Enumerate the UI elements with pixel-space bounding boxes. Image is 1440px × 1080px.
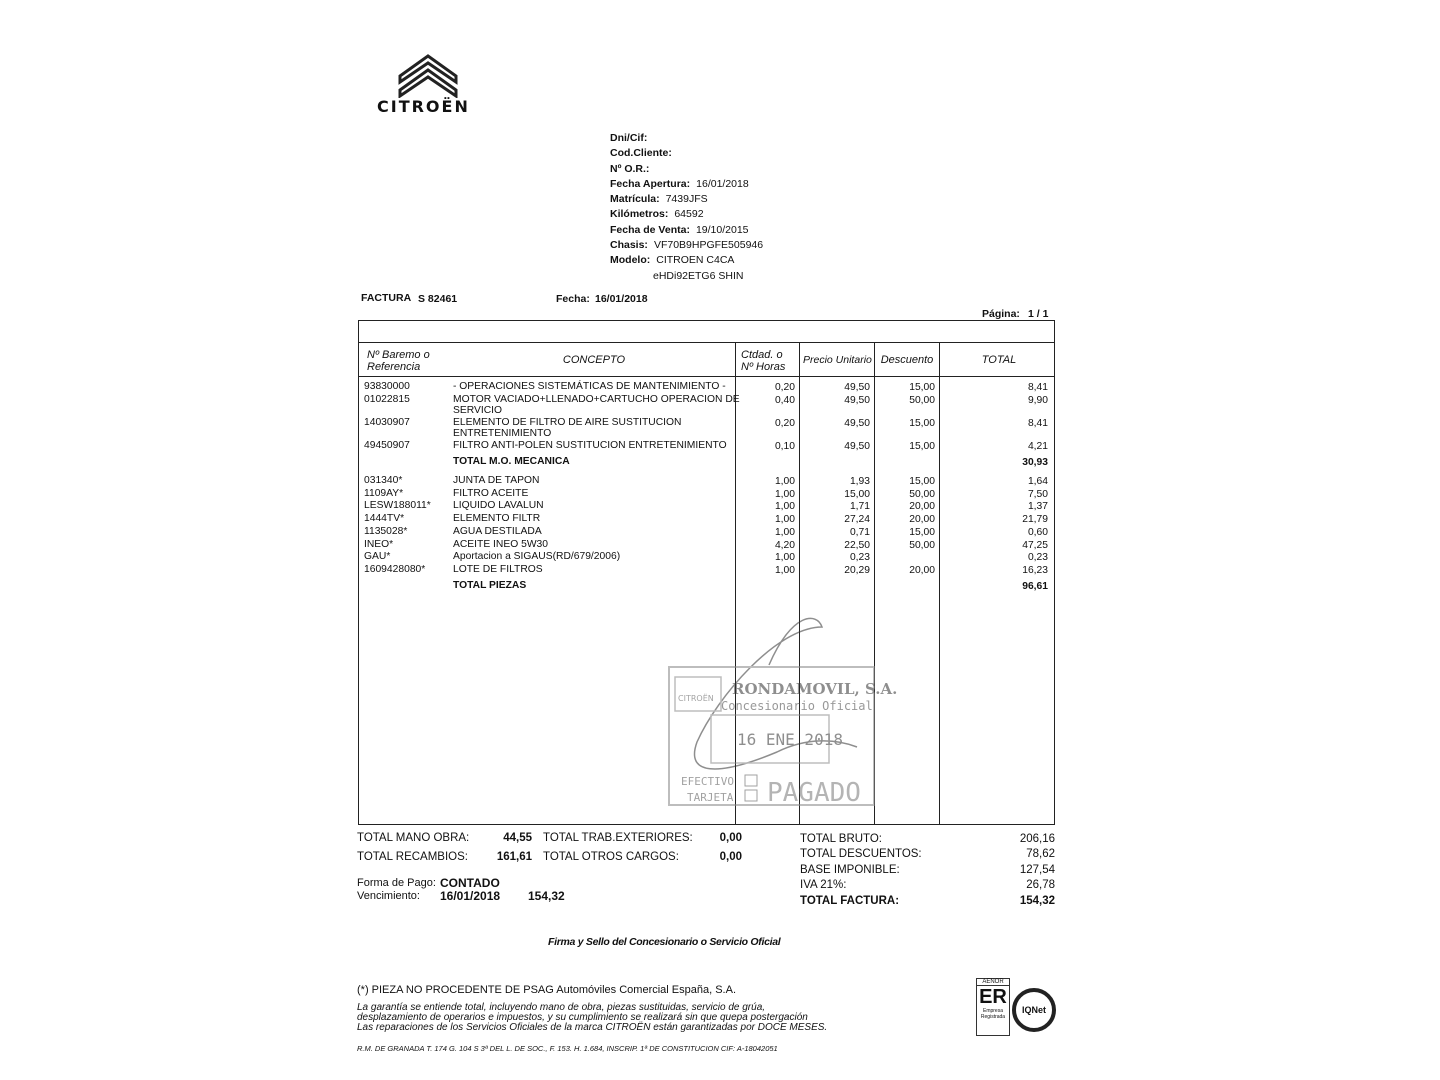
vencimiento-date: 16/01/2018 [440, 889, 501, 903]
header-total: TOTAL [981, 354, 1017, 366]
client-info-label: Fecha Apertura: [610, 177, 691, 190]
subtotal-mo-label: TOTAL M.O. MECANICA [453, 456, 570, 467]
trab-ext-value: 0,00 [719, 832, 742, 844]
total-factura-label: TOTAL FACTURA: [800, 895, 900, 907]
part-descuento: 15,00 [909, 476, 935, 487]
fecha-value: 16/01/2018 [595, 293, 648, 305]
stamp-logo: CITROËN [678, 694, 714, 703]
iqnet-logo [1012, 988, 1056, 1032]
part-concepto: JUNTA DE TAPON [453, 475, 540, 486]
trab-ext-label: TOTAL TRAB.EXTERIORES: [543, 832, 693, 844]
part-descuento: 20,00 [909, 501, 935, 513]
dealer-stamp [657, 617, 987, 807]
er-sub-1: Empresa [982, 1008, 1003, 1014]
client-info-value: 16/01/2018 [696, 177, 749, 190]
pagina-label: Página: [982, 308, 1020, 320]
part-descuento: 50,00 [909, 488, 935, 500]
client-info-label: Dni/Cif: [610, 132, 648, 144]
firma-caption: Firma y Sello del Concesionario o Servicio Oficial [548, 936, 781, 948]
part-descuento: 20,00 [909, 514, 935, 526]
client-info-value: eHDi92ETG6 SHIN [653, 269, 744, 282]
part-total: 7,50 [1027, 488, 1048, 500]
part-cantidad: 1,00 [774, 552, 795, 564]
row-ref: 01022815 [364, 394, 410, 405]
row-cantidad: 0,40 [774, 395, 795, 406]
garantia-line-1: La garantía se entiende total, incluyendo mano de obra, piezas sustituidas, servicio de grúa, [357, 1002, 766, 1013]
part-concepto: LIQUIDO LAVALUN [453, 500, 544, 512]
row-precio: 49,50 [844, 395, 870, 406]
stamp-efectivo: EFECTIVO [681, 775, 734, 788]
row-concepto: ELEMENTO DE FILTRO DE AIRE SUSTITUCION [453, 417, 682, 428]
stamp-subtitle: Concesionario Oficial [721, 699, 873, 713]
citroen-chevrons-logo [368, 38, 488, 98]
otros-label: TOTAL OTROS CARGOS: [543, 851, 679, 863]
row-descuento: 15,00 [909, 441, 935, 452]
row-concepto-cont: ENTRETENIMIENTO [453, 428, 552, 439]
row-cantidad: 0,20 [774, 382, 795, 393]
row-total: 4,21 [1027, 441, 1048, 452]
part-ref: 1109AY* [364, 487, 404, 499]
client-info-row [610, 269, 763, 284]
header-concepto: CONCEPTO [562, 354, 626, 366]
header-ref: Nº Baremo o Referencia [367, 349, 430, 373]
mano-obra-label: TOTAL MANO OBRA: [357, 832, 470, 844]
recambios-label: TOTAL RECAMBIOS: [357, 851, 468, 863]
part-descuento: 20,00 [909, 564, 935, 576]
vencimiento-amount: 154,32 [528, 889, 565, 903]
part-ref: 1135028* [364, 525, 408, 537]
base-value: 127,54 [1019, 864, 1055, 876]
part-ref: LESW188011* [364, 500, 431, 512]
stamp-pagado: PAGADO [767, 778, 861, 807]
er-mark: ER [979, 986, 1007, 1008]
pagina-value: 1 / 1 [1028, 308, 1049, 320]
client-info-row [610, 162, 763, 177]
garantia-line-3: Las reparaciones de los Servicios Oficiales de la marca CITROËN están garantizadas por DOCE MESES. [357, 1022, 828, 1033]
brand-name: CITROËN [377, 97, 470, 116]
part-concepto: ELEMENTO FILTR [453, 513, 541, 525]
bruto-value: 206,16 [1019, 833, 1055, 845]
part-cantidad: 1,00 [774, 564, 795, 576]
row-concepto-cont: SERVICIO [453, 405, 503, 416]
invoice-table [358, 320, 1055, 825]
iva-label: IVA 21%: [800, 879, 847, 891]
client-info-row [610, 253, 763, 268]
otros-value: 0,00 [719, 851, 742, 863]
part-concepto: AGUA DESTILADA [453, 525, 542, 537]
client-info [610, 131, 763, 284]
row-total: 8,41 [1027, 382, 1048, 393]
client-info-row [610, 238, 763, 253]
part-cantidad: 4,20 [774, 539, 795, 551]
part-cantidad: 1,00 [774, 501, 795, 513]
row-descuento: 15,00 [909, 418, 935, 429]
client-info-row [610, 207, 763, 222]
part-total: 16,23 [1022, 564, 1048, 576]
client-info-label: Nº O.R.: [610, 162, 650, 175]
row-total: 9,90 [1027, 395, 1048, 406]
client-info-row [610, 177, 763, 192]
part-total: 21,79 [1022, 514, 1048, 526]
part-precio: 1,71 [849, 501, 870, 513]
part-precio: 27,24 [844, 514, 870, 526]
row-concepto: - OPERACIONES SISTEMÁTICAS DE MANTENIMIENTO - [453, 381, 726, 392]
header-descuento: Descuento [880, 354, 934, 366]
forma-pago-label: Forma de Pago: [357, 877, 436, 889]
row-precio: 49,50 [844, 382, 870, 393]
client-info-value: 64592 [674, 208, 704, 221]
row-ref: 14030907 [364, 417, 410, 428]
part-cantidad: 1,00 [774, 476, 795, 487]
registro-mercantil: R.M. DE GRANADA T. 174 G. 104 S 3ª DEL L. DE SOC., F. 153. H. 1.684, INSCRIP. 1ª DE CONSTITUCION CIF: A-18042051 [357, 1044, 778, 1053]
stamp-company: RONDAMOVIL, S.A. [732, 680, 898, 698]
part-precio: 0,23 [849, 552, 870, 564]
row-cantidad: 0,20 [774, 418, 795, 429]
forma-pago-value: CONTADO [440, 876, 500, 890]
client-info-value: 19/10/2015 [695, 223, 749, 236]
client-info-row [610, 192, 763, 207]
part-concepto: ACEITE INEO 5W30 [453, 538, 548, 550]
aenor-er-logo [976, 978, 1010, 1036]
client-info-value: 7439JFS [665, 193, 708, 206]
row-descuento: 15,00 [909, 382, 935, 393]
part-cantidad: 1,00 [774, 514, 795, 526]
part-precio: 22,50 [844, 539, 870, 551]
client-info-label: Cod.Cliente: [610, 147, 672, 160]
client-info-value: CITROEN C4CA [656, 254, 735, 267]
part-precio: 15,00 [844, 488, 870, 500]
row-ref: 93830000 [364, 381, 410, 392]
row-descuento: 50,00 [909, 395, 935, 406]
row-ref: 49450907 [364, 440, 410, 451]
descuentos-label: TOTAL DESCUENTOS: [800, 848, 922, 860]
factura-label: FACTURA [361, 292, 412, 304]
client-info-label: Modelo: [610, 254, 651, 267]
stamp-tarjeta: TARJETA [687, 791, 734, 804]
client-info-row [610, 223, 763, 238]
iqnet-label: IQNet [1021, 1005, 1046, 1015]
part-concepto: FILTRO ACEITE [453, 487, 529, 499]
subtotal-mo-value: 30,93 [1022, 457, 1048, 468]
fecha-label: Fecha: [556, 293, 590, 305]
part-total: 0,60 [1027, 526, 1048, 538]
bruto-label: TOTAL BRUTO: [800, 833, 883, 845]
part-ref: GAU* [364, 551, 391, 563]
part-ref: 031340* [364, 475, 403, 486]
part-cantidad: 1,00 [774, 488, 795, 500]
part-total: 1,64 [1027, 476, 1048, 487]
part-cantidad: 1,00 [774, 526, 795, 538]
header-cantidad: Ctdad. o Nº Horas [741, 349, 786, 373]
subtotal-piezas-value: 96,61 [1022, 581, 1048, 592]
row-cantidad: 0,10 [774, 441, 795, 452]
factura-number: S 82461 [418, 293, 458, 305]
base-label: BASE IMPONIBLE: [800, 864, 900, 876]
total-factura-value: 154,32 [1019, 895, 1055, 907]
part-precio: 20,29 [844, 564, 870, 576]
row-total: 8,41 [1027, 418, 1048, 429]
mano-obra-value: 44,55 [503, 832, 532, 844]
client-info-label: Kilómetros: [610, 208, 669, 221]
row-concepto: MOTOR VACIADO+LLENADO+CARTUCHO OPERACION DE [453, 394, 740, 405]
client-info-value: VF70B9HPGFE505946 [653, 239, 764, 252]
header-precio: Precio Unitario [803, 354, 872, 366]
stamp-date: 16 ENE 2018 [737, 730, 843, 749]
part-precio: 0,71 [849, 526, 870, 538]
vencimiento-label: Vencimiento: [357, 890, 420, 902]
part-ref: 1609428080* [364, 563, 426, 575]
part-descuento: 50,00 [909, 539, 935, 551]
aenor-label: AENOR [977, 979, 1009, 986]
part-descuento: 15,00 [909, 526, 935, 538]
client-info-row [610, 131, 763, 146]
part-ref: INEO* [364, 538, 394, 550]
row-concepto: FILTRO ANTI-POLEN SUSTITUCION ENTRETENIMIENTO [453, 440, 727, 451]
part-total: 0,23 [1027, 552, 1048, 564]
part-ref: 1444TV* [364, 513, 405, 525]
part-total: 1,37 [1027, 501, 1048, 513]
client-info-label: Fecha de Venta: [610, 223, 690, 236]
row-precio: 49,50 [844, 418, 870, 429]
recambios-value: 161,61 [496, 851, 532, 863]
part-concepto: LOTE DE FILTROS [453, 563, 543, 575]
client-info-row [610, 146, 763, 161]
pieza-note: (*) PIEZA NO PROCEDENTE DE PSAG Automóviles Comercial España, S.A. [357, 984, 737, 996]
subtotal-piezas-label: TOTAL PIEZAS [453, 580, 527, 591]
er-sub-2: Registrada [980, 1014, 1006, 1020]
garantia-line-2: desplazamiento de operarios e impuestos, y su cumplimiento se realizará sin que quepa postergación [357, 1012, 808, 1023]
part-total: 47,25 [1022, 539, 1048, 551]
descuentos-value: 78,62 [1026, 848, 1055, 860]
row-precio: 49,50 [844, 441, 870, 452]
client-info-label: Matrícula: [610, 193, 660, 206]
part-concepto: Aportacion a SIGAUS(RD/679/2006) [453, 551, 621, 563]
part-precio: 1,93 [849, 476, 870, 487]
iva-value: 26,78 [1026, 879, 1055, 891]
client-info-label: Chasis: [610, 239, 648, 252]
